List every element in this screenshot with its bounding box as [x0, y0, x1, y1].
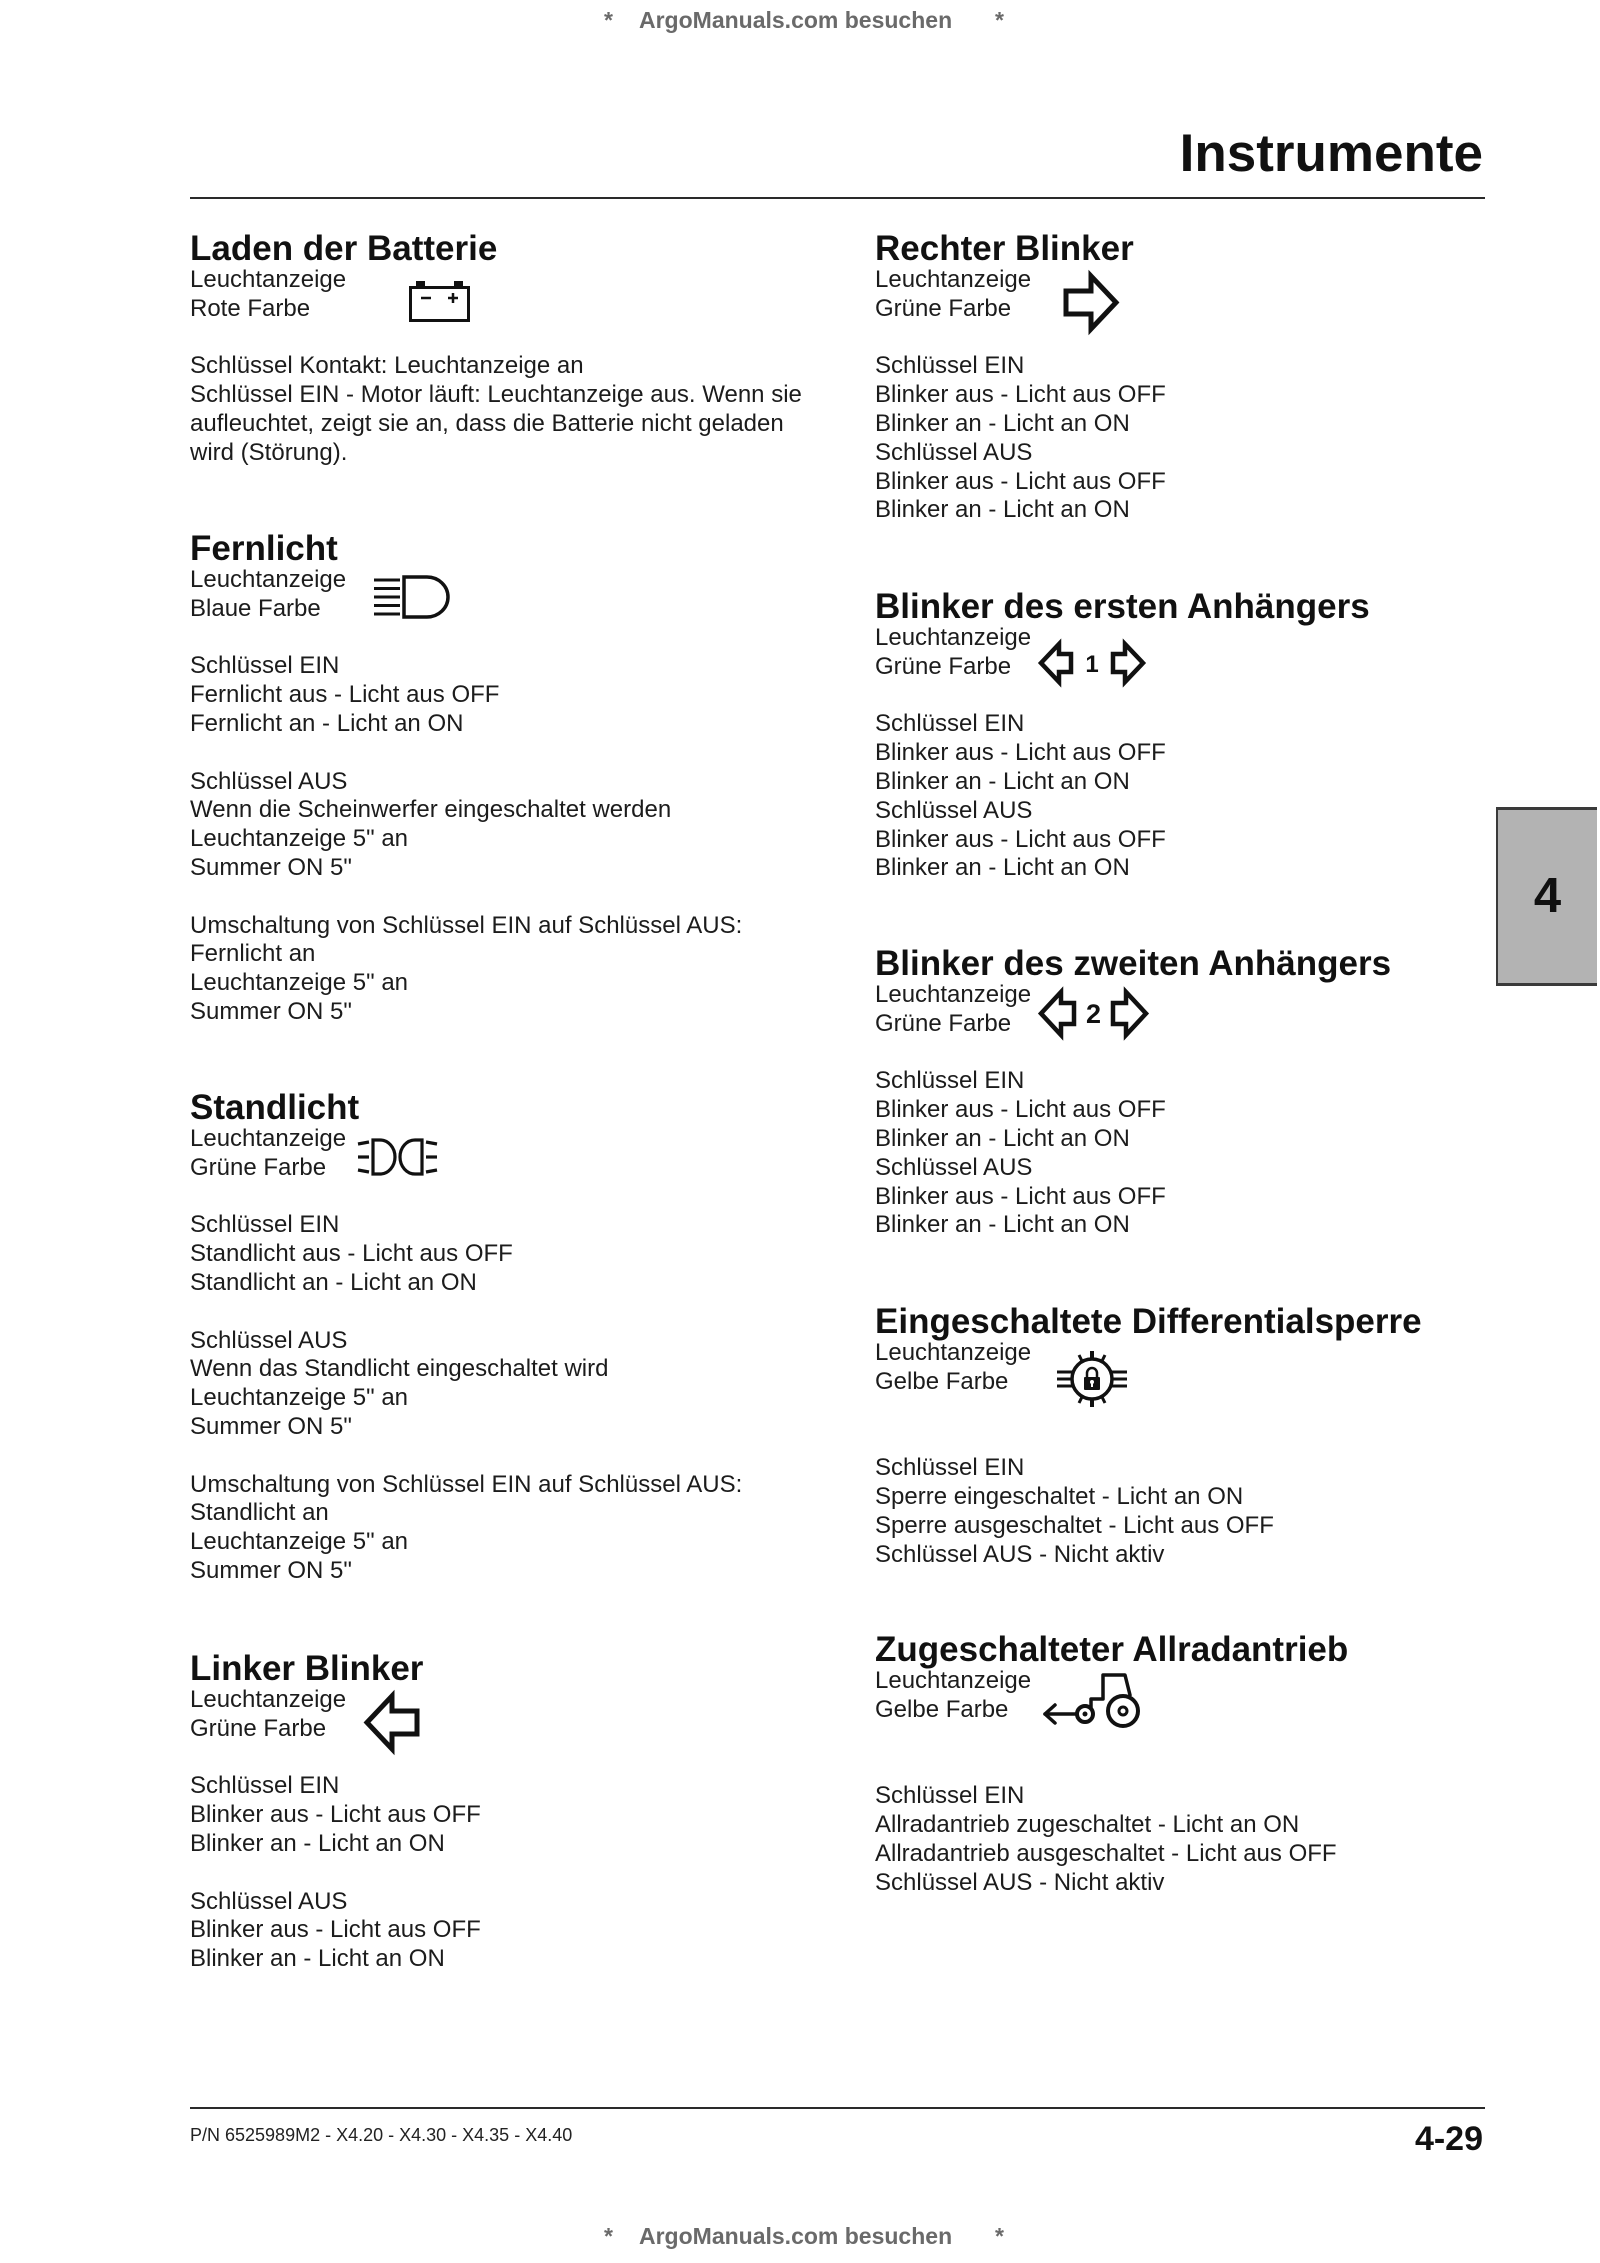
section-four-wheel-drive: [875, 1630, 1475, 1897]
text-line: Schlüssel EIN: [875, 352, 1025, 380]
four-wheel-drive-icon: [1041, 1672, 1142, 1729]
text-line: Schlüssel AUS - Nicht aktiv: [875, 1868, 1165, 1896]
section-title: Standlicht: [190, 1088, 360, 1127]
right-arrow-icon: [1062, 271, 1120, 334]
text-line: Blinker aus - Licht aus OFF: [875, 825, 1166, 853]
indicator-label: Leuchtanzeige: [190, 1125, 347, 1152]
indicator-label: Leuchtanzeige: [190, 1686, 347, 1713]
section-right-turn-signal: [875, 229, 1475, 525]
color-label: Grüne Farbe: [190, 1153, 327, 1181]
section-left-turn-signal: [190, 1649, 850, 1974]
section-second-trailer-signal: [875, 944, 1475, 1240]
paragraph: [875, 1454, 1475, 1569]
left-arrow-icon: [363, 1691, 421, 1754]
text-line: Leuchtanzeige 5" an: [190, 969, 409, 997]
text-line: Schlüssel EIN: [875, 1454, 1025, 1482]
footer-rule: [190, 2107, 1485, 2109]
trailer-1-turn-signal-icon: [1038, 639, 1146, 687]
color-label: Grüne Farbe: [875, 652, 1012, 680]
text-line: Blinker an - Licht an ON: [875, 496, 1130, 524]
text-line: Schlüssel EIN: [190, 1211, 340, 1239]
text-line: Summer ON 5": [190, 1556, 352, 1584]
text-line: Blinker an - Licht an ON: [190, 1829, 445, 1857]
icon-number-label: 2: [1085, 999, 1102, 1029]
paragraph: [190, 912, 850, 1027]
text-line: Blinker aus - Licht aus OFF: [875, 467, 1166, 495]
color-label: Grüne Farbe: [875, 294, 1012, 322]
section-title: Blinker des zweiten Anhängers: [875, 944, 1392, 983]
watermark-text: ArgoManuals.com besuchen: [639, 2223, 953, 2249]
header-rule: [190, 197, 1485, 199]
section-differential-lock: [875, 1302, 1475, 1569]
text-line: Leuchtanzeige 5" an: [190, 825, 409, 853]
text-line: Standlicht an - Licht an ON: [190, 1268, 477, 1296]
paragraph: [875, 352, 1475, 525]
text-line: wird (Störung).: [190, 438, 348, 466]
text-line: Summer ON 5": [190, 1412, 352, 1440]
text-line: Sperre eingeschaltet - Licht an ON: [875, 1482, 1244, 1510]
color-label: Gelbe Farbe: [875, 1695, 1009, 1723]
text-line: Fernlicht an - Licht an ON: [190, 709, 464, 737]
text-line: Umschaltung von Schlüssel EIN auf Schlüssel AUS:: [190, 1470, 743, 1498]
page-title: Instrumente: [1179, 124, 1483, 183]
text-line: Allradantrieb ausgeschaltet - Licht aus OFF: [875, 1839, 1337, 1867]
section-title: Linker Blinker: [190, 1649, 424, 1688]
chapter-tab-label: 4: [1533, 869, 1562, 923]
text-line: aufleuchtet, zeigt sie an, dass die Batterie nicht geladen: [190, 409, 784, 437]
section-title: Fernlicht: [190, 529, 338, 568]
section-title: Eingeschaltete Differentialsperre: [875, 1302, 1422, 1341]
text-line: Wenn das Standlicht eingeschaltet wird: [190, 1355, 609, 1383]
text-line: Blinker an - Licht an ON: [875, 409, 1130, 437]
text-line: Blinker aus - Licht aus OFF: [190, 1916, 481, 1944]
text-line: Schlüssel EIN: [875, 1067, 1025, 1095]
watermark-star-left: *: [604, 2223, 613, 2249]
text-line: Allradantrieb zugeschaltet - Licht an ON: [875, 1810, 1300, 1838]
text-line: Schlüssel AUS: [190, 767, 348, 795]
text-line: Blinker aus - Licht aus OFF: [190, 1801, 481, 1829]
text-line: Standlicht an: [190, 1499, 329, 1527]
color-label: Grüne Farbe: [875, 1009, 1012, 1037]
text-line: Leuchtanzeige 5" an: [190, 1528, 409, 1556]
indicator-label: Leuchtanzeige: [190, 566, 347, 593]
text-line: Blinker an - Licht an ON: [875, 854, 1130, 882]
text-line: Blinker an - Licht an ON: [875, 1211, 1130, 1239]
section-title: Laden der Batterie: [190, 229, 498, 268]
paragraph: [190, 768, 850, 883]
section-parking-light: [190, 1088, 850, 1586]
footer-part-number: P/N 6525989M2 - X4.20 - X4.30 - X4.35 - X4.40: [190, 2125, 573, 2145]
text-line: Schlüssel AUS: [190, 1887, 348, 1915]
text-line: Schlüssel Kontakt: Leuchtanzeige an: [190, 352, 584, 380]
text-line: Standlicht aus - Licht aus OFF: [190, 1240, 513, 1268]
text-line: Schlüssel EIN - Motor läuft: Leuchtanzeige aus. Wenn sie: [190, 381, 802, 409]
color-label: Blaue Farbe: [190, 594, 321, 622]
text-line: Summer ON 5": [190, 853, 352, 881]
section-title: Zugeschalteter Allradantrieb: [875, 1630, 1349, 1669]
paragraph: [875, 1067, 1475, 1240]
section-title: Rechter Blinker: [875, 229, 1134, 268]
text-line: Blinker aus - Licht aus OFF: [875, 1096, 1166, 1124]
paragraph: [190, 1772, 850, 1858]
chapter-tab: [1496, 807, 1597, 986]
section-high-beam: [190, 529, 850, 1027]
page-number: 4-29: [1414, 2120, 1483, 2158]
parking-light-icon: [356, 1135, 439, 1179]
text-line: Blinker an - Licht an ON: [875, 1124, 1130, 1152]
paragraph: [190, 1327, 850, 1442]
section-first-trailer-signal: [875, 587, 1475, 883]
paragraph: [190, 1471, 850, 1586]
text-line: Schlüssel EIN: [190, 652, 340, 680]
paragraph: [875, 710, 1475, 883]
text-line: Schlüssel EIN: [875, 710, 1025, 738]
text-line: Schlüssel EIN: [190, 1772, 340, 1800]
text-line: Blinker an - Licht an ON: [875, 767, 1130, 795]
indicator-label: Leuchtanzeige: [875, 266, 1032, 293]
text-line: Blinker an - Licht an ON: [190, 1945, 445, 1973]
paragraph: [875, 1782, 1475, 1897]
indicator-label: Leuchtanzeige: [875, 624, 1032, 651]
watermark-star-right: *: [995, 2223, 1004, 2249]
text-line: Schlüssel EIN: [875, 1782, 1025, 1810]
text-line: Blinker aus - Licht aus OFF: [875, 381, 1166, 409]
text-line: Umschaltung von Schlüssel EIN auf Schlüssel AUS:: [190, 911, 743, 939]
watermark-star-left: *: [604, 7, 613, 33]
section-battery-charging: [190, 229, 850, 468]
paragraph: [190, 652, 850, 738]
text-line: Schlüssel AUS: [875, 438, 1033, 466]
paragraph: [190, 1211, 850, 1297]
text-line: Schlüssel AUS: [190, 1326, 348, 1354]
text-line: Schlüssel AUS: [875, 1153, 1033, 1181]
indicator-label: Leuchtanzeige: [875, 981, 1032, 1008]
high-beam-icon: [372, 574, 450, 620]
paragraph: [190, 352, 850, 467]
color-label: Gelbe Farbe: [875, 1367, 1009, 1395]
text-line: Schlüssel AUS - Nicht aktiv: [875, 1540, 1165, 1568]
text-line: Summer ON 5": [190, 997, 352, 1025]
watermark-text: ArgoManuals.com besuchen: [639, 7, 953, 33]
color-label: Rote Farbe: [190, 294, 311, 322]
indicator-label: Leuchtanzeige: [875, 1667, 1032, 1694]
text-line: Leuchtanzeige 5" an: [190, 1384, 409, 1412]
icon-number-label: 1: [1085, 651, 1099, 678]
section-title: Blinker des ersten Anhängers: [875, 587, 1370, 626]
text-line: Wenn die Scheinwerfer eingeschaltet werden: [190, 796, 672, 824]
trailer-2-turn-signal-icon: [1038, 987, 1149, 1040]
paragraph: [190, 1888, 850, 1974]
indicator-label: Leuchtanzeige: [190, 266, 347, 293]
text-line: Sperre ausgeschaltet - Licht aus OFF: [875, 1511, 1274, 1539]
text-line: Blinker aus - Licht aus OFF: [875, 739, 1166, 767]
indicator-label: Leuchtanzeige: [875, 1339, 1032, 1366]
text-line: Blinker aus - Licht aus OFF: [875, 1182, 1166, 1210]
text-line: Fernlicht aus - Licht aus OFF: [190, 681, 500, 709]
watermark-star-right: *: [995, 7, 1004, 33]
text-line: Schlüssel AUS: [875, 796, 1033, 824]
differential-lock-icon: [1055, 1348, 1129, 1410]
battery-icon: [408, 278, 471, 323]
text-line: Fernlicht an: [190, 940, 316, 968]
color-label: Grüne Farbe: [190, 1714, 327, 1742]
